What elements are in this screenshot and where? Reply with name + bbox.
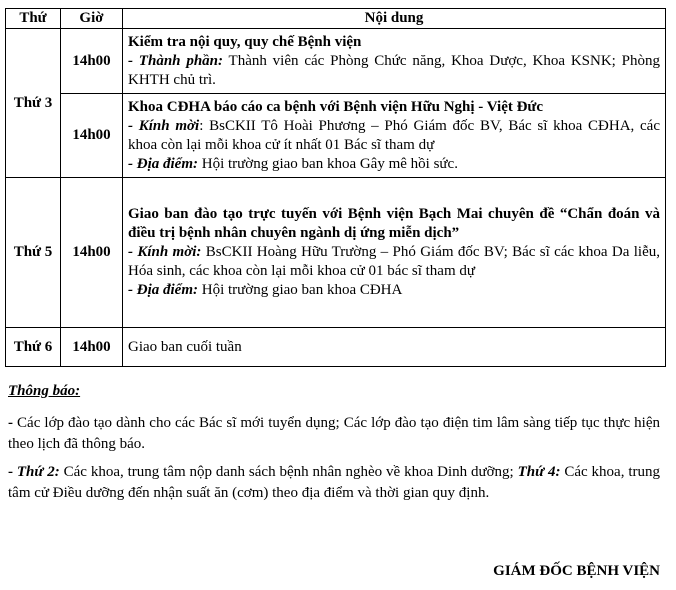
event-title: Kiểm tra nội quy, quy chế Bệnh viện (128, 33, 362, 50)
notice-text: Các khoa, trung tâm cử Điều dưỡng đến nhận suất ăn (cơm) theo địa điểm và thời gian quy định. (8, 464, 661, 501)
notice-day-label: Thứ 2: (13, 464, 60, 480)
notice-heading: Thông báo: (8, 383, 81, 399)
notice-item (8, 462, 660, 504)
notice-item (8, 413, 660, 455)
signature-title: GIÁM ĐỐC BỆNH VIỆN (493, 563, 660, 579)
event-line (128, 155, 660, 174)
event-line (128, 117, 660, 155)
notice-text: Các khoa, trung tâm nộp danh sách bệnh nhân nghèo về khoa Dinh dưỡng; (59, 464, 514, 480)
table-row (6, 94, 666, 178)
day-cell: Thứ 6 (6, 328, 61, 367)
content-cell (123, 178, 666, 328)
line-text: Hội trường giao ban khoa Gây mê hồi sức. (197, 155, 458, 172)
line-label: - Địa điểm: (128, 155, 198, 172)
schedule-table (5, 8, 666, 367)
time-cell: 14h00 (61, 328, 123, 367)
line-label: - Địa điểm: (128, 282, 198, 298)
header-day: Thứ (6, 9, 61, 29)
event-line (128, 281, 660, 300)
time-cell: 14h00 (61, 178, 123, 328)
line-text: Hội trường giao ban khoa CĐHA (197, 282, 403, 298)
table-row (6, 29, 666, 94)
line-text: BsCKII Hoàng Hữu Trường – Phó Giám đốc BV; Bác sĩ các khoa Da liễu, Hóa sinh, các khoa còn lại mỗi khoa cử 01 bác sĩ tham dự (128, 244, 661, 279)
event-line (128, 243, 660, 281)
event-title: Khoa CĐHA báo cáo ca bệnh với Bệnh viện Hữu Nghị - Việt Đức (128, 98, 544, 115)
line-text: : BsCKII Tô Hoài Phương – Phó Giám đốc BV, Bác sĩ khoa CĐHA, các khoa còn lại mỗi khoa cử ít nhất 01 Bác sĩ tham dự (128, 117, 660, 153)
time-cell: 14h00 (61, 94, 123, 178)
table-row (6, 178, 666, 328)
time-cell: 14h00 (61, 29, 123, 94)
content-cell (123, 94, 666, 178)
line-text: Thành viên các Phòng Chức năng, Khoa Dược, Khoa KSNK; Phòng KHTH chủ trì. (128, 52, 660, 88)
line-label: - Kính mời (128, 117, 200, 134)
table-row (6, 328, 666, 367)
day-cell: Thứ 5 (6, 178, 61, 328)
content-cell: Giao ban cuối tuần (123, 328, 666, 367)
day-cell: Thứ 3 (6, 29, 61, 178)
notice-bullet: - (8, 464, 13, 480)
table-header-row (6, 9, 666, 29)
notice-bullet: - (8, 415, 13, 431)
event-title: Giao ban đào tạo trực tuyến với Bệnh viện Bạch Mai chuyên đề “Chẩn đoán và điều trị bệnh nhân chuyên ngành dị ứng miễn dịch” (128, 206, 660, 241)
event-line (128, 52, 660, 90)
line-label: - Kính mời: (128, 244, 202, 260)
content-cell (123, 29, 666, 94)
notice-text: Các lớp đào tạo dành cho các Bác sĩ mới tuyển dụng; Các lớp đào tạo điện tim lâm sàng tiếp tục thực hiện theo lịch đã thông báo. (8, 415, 660, 452)
header-content: Nội dung (123, 9, 666, 29)
line-label: - Thành phần: (128, 52, 223, 69)
notice-day-label: Thứ 4: (513, 464, 561, 480)
header-time: Giờ (61, 9, 123, 29)
